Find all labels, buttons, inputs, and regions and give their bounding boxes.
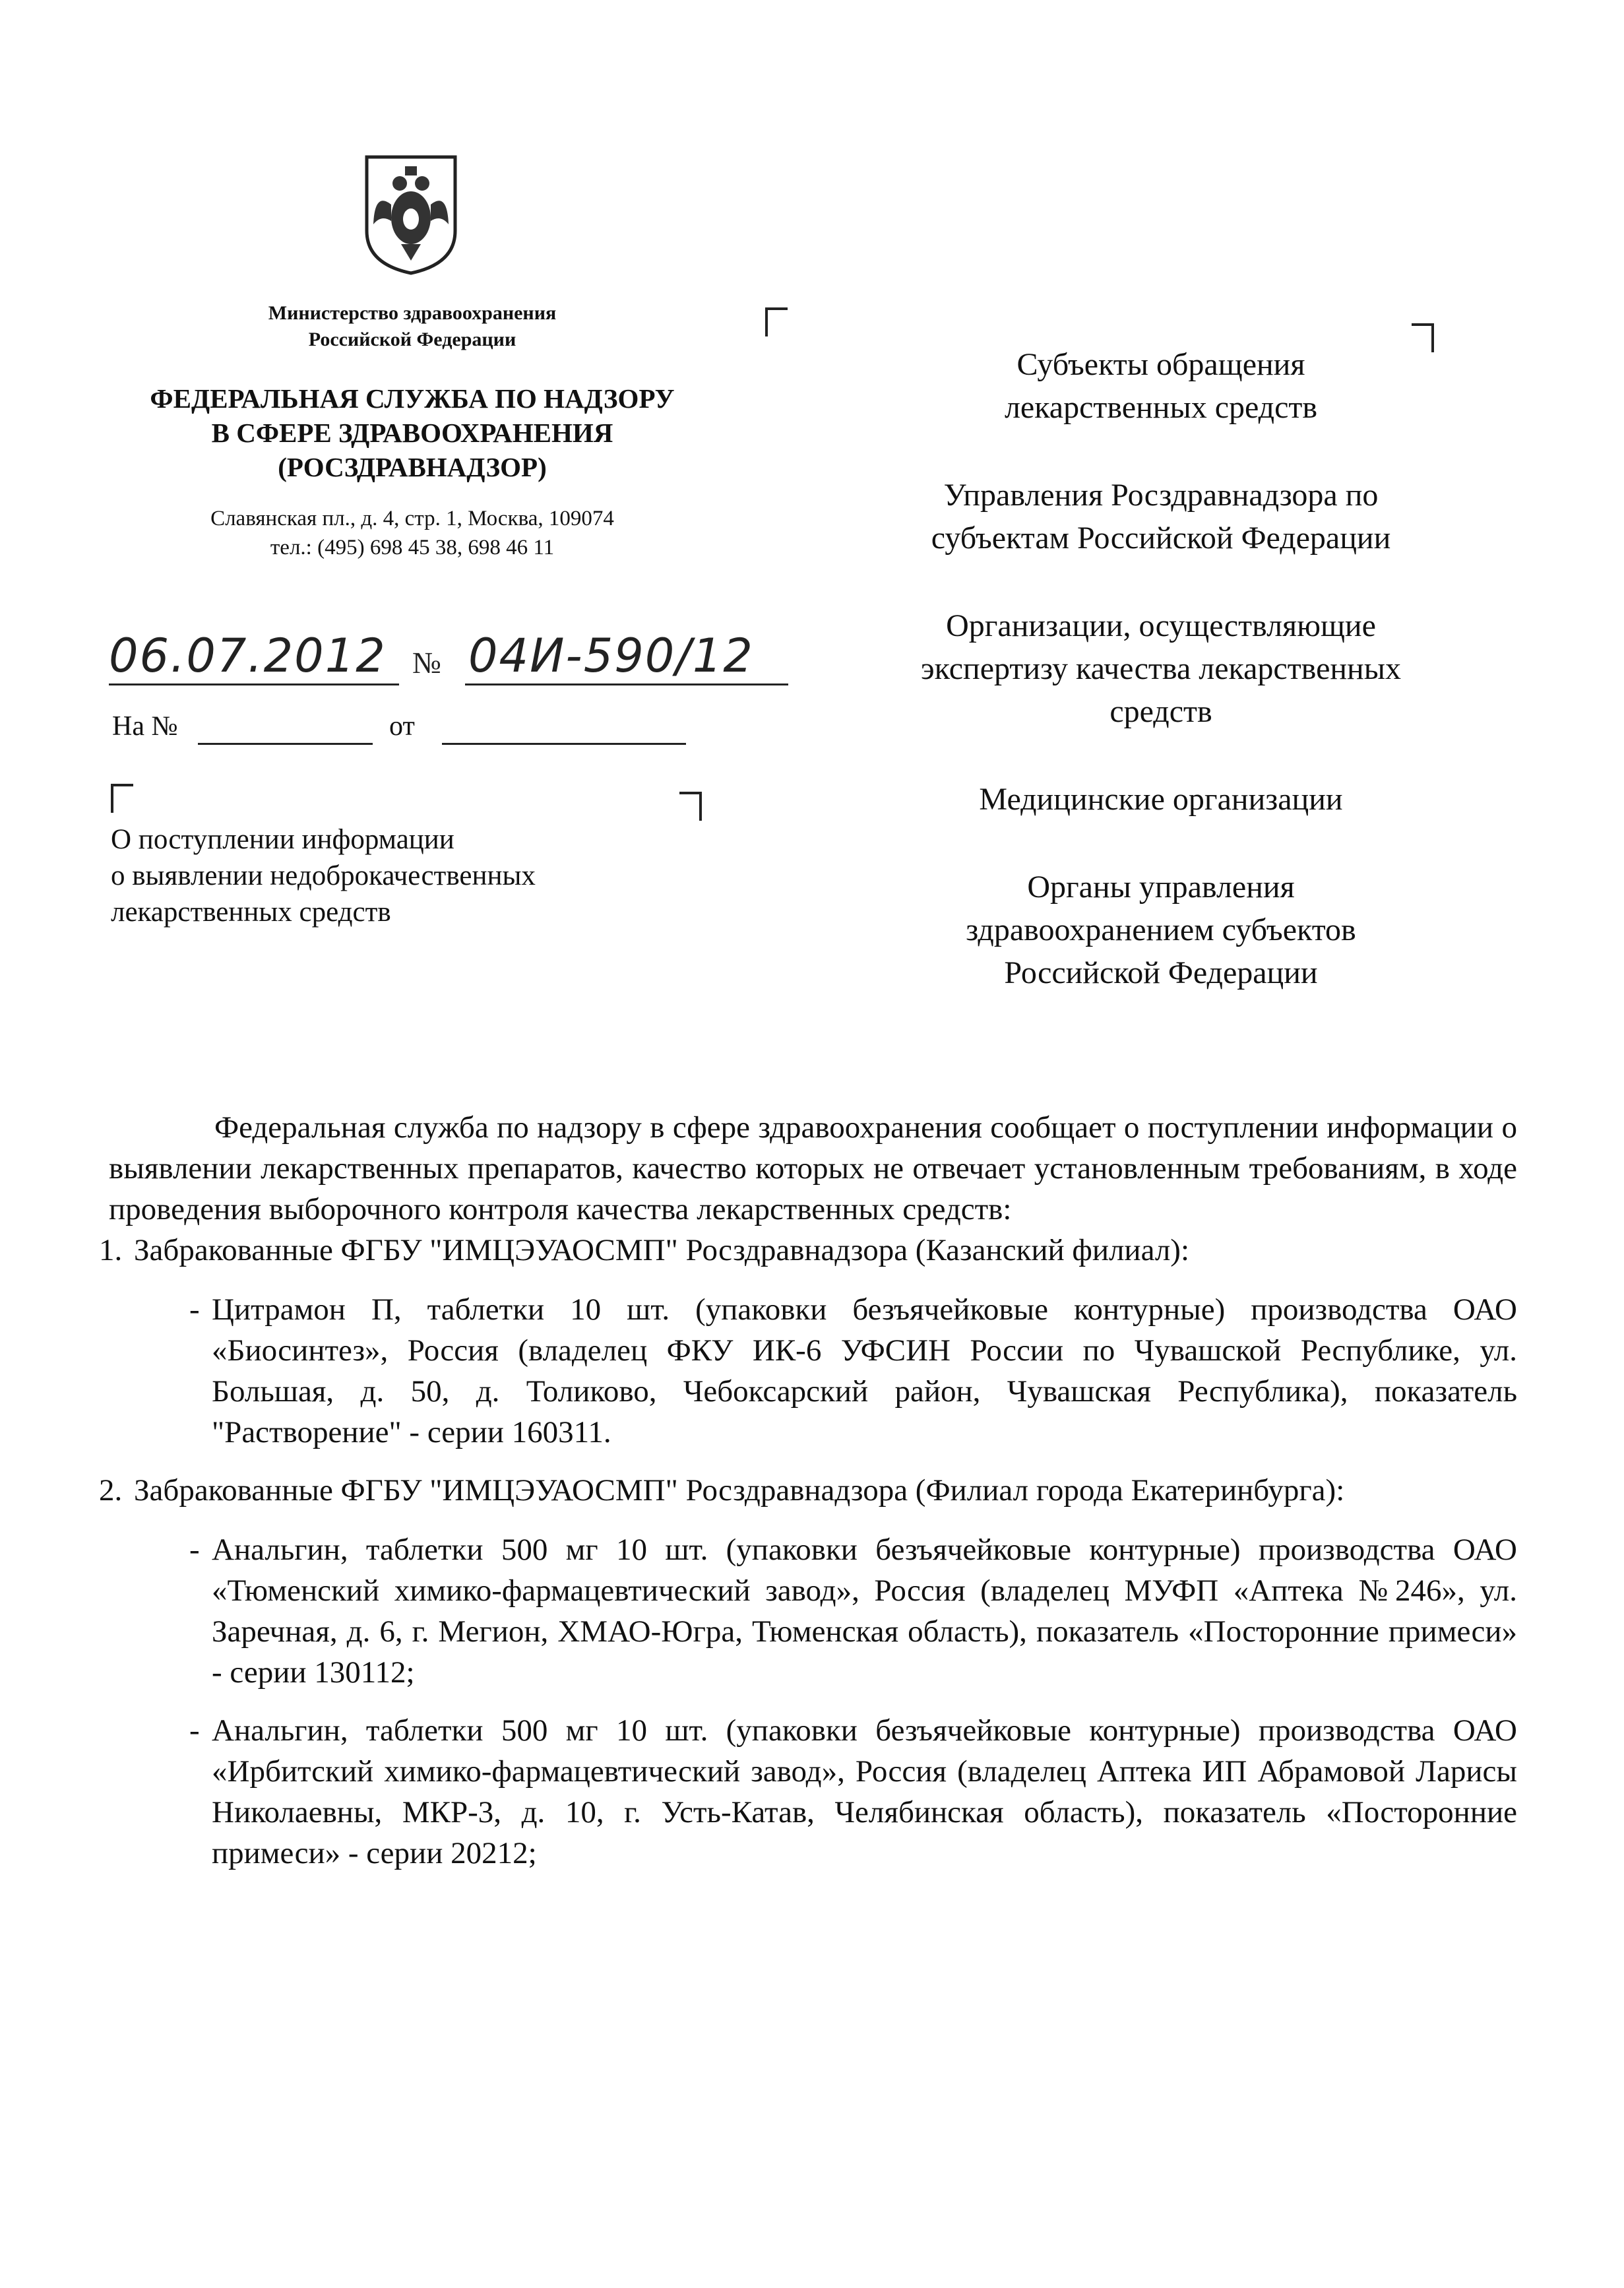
address-line: тел.: (495) 698 45 38, 698 46 11 xyxy=(270,536,555,559)
service-line: ФЕДЕРАЛЬНАЯ СЛУЖБА ПО НАДЗОРУ xyxy=(150,383,675,414)
reference-number-label: На № xyxy=(112,711,178,742)
drug-entries xyxy=(134,1289,1517,1453)
recipient-line: здравоохранением субъектов xyxy=(966,912,1356,947)
recipient-line: Российской Федерации xyxy=(1004,955,1318,990)
recipient xyxy=(778,604,1544,733)
subject-line: О поступлении информации xyxy=(111,824,454,855)
intro-paragraph: Федеральная служба по надзору в сфере здравоохранения сообщает о поступлении информации о выявлении лекарственных препаратов, качество которых не отвечает установленным требованиям, в ходе проведения выборочного контроля качества лекарственных средств: xyxy=(109,1110,1517,1226)
subject-line: о выявлении недоброкачественных xyxy=(111,860,536,891)
list-item xyxy=(99,1470,1517,1874)
recipient xyxy=(778,474,1544,559)
reference-from-label: от xyxy=(389,711,415,742)
ministry-line: Министерство здравоохранения xyxy=(268,302,557,324)
number-underline xyxy=(465,683,788,685)
reference-date-blank xyxy=(442,743,686,745)
service-name xyxy=(92,381,732,484)
drug-entry: - Анальгин, таблетки 500 мг 10 шт. (упаковки безъячейковые контурные) производства ОАО «Ирбитский химико-фармацевтический завод», Россия (владелец Аптека ИП Абрамовой Ларисы Николаевны, МКР-3, д. 10, г. Усть-Катав, Челябинская область), показатель «Посторонние примеси» - серии 20212; xyxy=(212,1710,1517,1874)
address-line: Славянская пл., д. 4, стр. 1, Москва, 109074 xyxy=(210,507,614,530)
recipient-line: средств xyxy=(1109,694,1212,729)
recipient xyxy=(778,343,1544,429)
recipient-line: Медицинские организации xyxy=(979,782,1343,817)
reference-number-blank xyxy=(198,743,373,745)
drug-entry: - Цитрамон П, таблетки 10 шт. (упаковки безъячейковые контурные) производства ОАО «Биосинтез», Россия (владелец ФКУ ИК-6 УФСИН России по Чувашской Республике, ул. Большая, д. 50, д. Толиково, Чебоксарский район, Чувашская Республика), показатель "Растворение" - серии 160311. xyxy=(212,1289,1517,1453)
recipients-block xyxy=(778,343,1544,1039)
subject-corner-mark xyxy=(111,784,133,813)
date-underline xyxy=(109,683,399,685)
registration-line xyxy=(109,630,792,689)
recipient-line: Субъекты обращения xyxy=(1016,347,1305,382)
drug-entries xyxy=(134,1529,1517,1874)
coat-of-arms-icon xyxy=(361,152,460,277)
item-number: 2. xyxy=(99,1473,123,1508)
recipient-line: лекарственных средств xyxy=(1004,390,1318,425)
drug-entry: - Анальгин, таблетки 500 мг 10 шт. (упаковки безъячейковые контурные) производства ОАО «Тюменский химико-фармацевтический завод», Россия (владелец МУФП «Аптека №246», ул. Заречная, д. 6, г. Мегион, ХМАО-Югра, Тюменская область), показатель «Посторонние примеси» - серии 130112; xyxy=(212,1529,1517,1693)
ministry-line: Российской Федерации xyxy=(308,329,516,350)
letter-body xyxy=(99,1107,1517,1891)
number-sign: № xyxy=(412,646,443,680)
service-line: (РОСЗДРАВНАДЗОР) xyxy=(278,452,547,482)
recipient xyxy=(778,778,1544,821)
recipient-line: Органы управления xyxy=(1027,870,1295,905)
recipient-line: Управления Росздравнадзора по xyxy=(943,478,1379,513)
address-corner-mark xyxy=(765,307,788,336)
subject-corner-mark xyxy=(679,792,702,821)
recipient-line: экспертизу качества лекарственных xyxy=(921,651,1401,686)
list-item xyxy=(99,1230,1517,1453)
ministry-name xyxy=(198,300,627,353)
item-title: Забракованные ФГБУ "ИМЦЭУАОСМП" Росздравнадзора (Казанский филиал): xyxy=(134,1233,1190,1267)
reference-line xyxy=(112,709,706,749)
service-address xyxy=(145,504,679,562)
subject-line: лекарственных средств xyxy=(111,897,391,928)
rejected-drugs-list xyxy=(99,1230,1517,1874)
letter-subject xyxy=(111,821,704,930)
registration-number: 04И-590/12 xyxy=(468,629,754,683)
item-number: 1. xyxy=(99,1233,123,1267)
registration-date: 06.07.2012 xyxy=(109,629,387,683)
recipient xyxy=(778,866,1544,994)
recipient-line: Организации, осуществляющие xyxy=(946,608,1376,643)
service-line: В СФЕРЕ ЗДРАВООХРАНЕНИЯ xyxy=(211,418,613,448)
item-title: Забракованные ФГБУ "ИМЦЭУАОСМП" Росздравнадзора (Филиал города Екатеринбурга): xyxy=(134,1473,1345,1508)
recipient-line: субъектам Российской Федерации xyxy=(931,521,1391,556)
